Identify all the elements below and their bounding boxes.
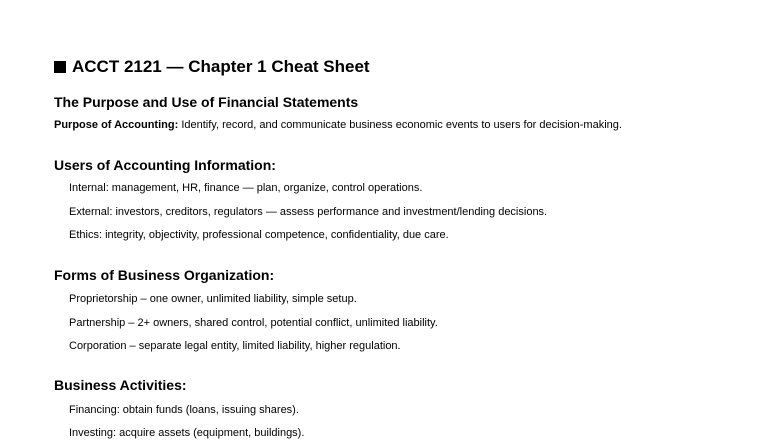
forms-item-corporation: Corporation – separate legal entity, limited liability, higher regulation. [69, 340, 401, 352]
document-title [54, 57, 370, 77]
activities-item-financing: Financing: obtain funds (loans, issuing shares). [69, 404, 299, 416]
section-heading-forms: Forms of Business Organization: [54, 267, 275, 283]
document-title-text: ACCT 2121 — Chapter 1 Cheat Sheet [72, 57, 370, 76]
users-item-ethics: Ethics: integrity, objectivity, professional competence, confidentiality, due care. [69, 229, 449, 241]
section-heading-activities: Business Activities: [54, 377, 187, 393]
section-heading-purpose: The Purpose and Use of Financial Statements [54, 94, 359, 110]
purpose-label: Purpose of Accounting: [54, 119, 179, 131]
purpose-text: Identify, record, and communicate business economic events to users for decision-making. [178, 119, 622, 131]
users-item-external: External: investors, creditors, regulators — assess performance and investment/lending decisions. [69, 206, 548, 218]
section-heading-users: Users of Accounting Information: [54, 157, 276, 173]
activities-item-investing: Investing: acquire assets (equipment, buildings). [69, 427, 305, 439]
forms-item-partnership: Partnership – 2+ owners, shared control, potential conflict, unlimited liability. [69, 317, 438, 329]
purpose-of-accounting-line [54, 118, 622, 132]
users-item-internal: Internal: management, HR, finance — plan, organize, control operations. [69, 182, 423, 194]
forms-item-proprietorship: Proprietorship – one owner, unlimited liability, simple setup. [69, 293, 357, 305]
square-bullet-icon [54, 61, 66, 73]
